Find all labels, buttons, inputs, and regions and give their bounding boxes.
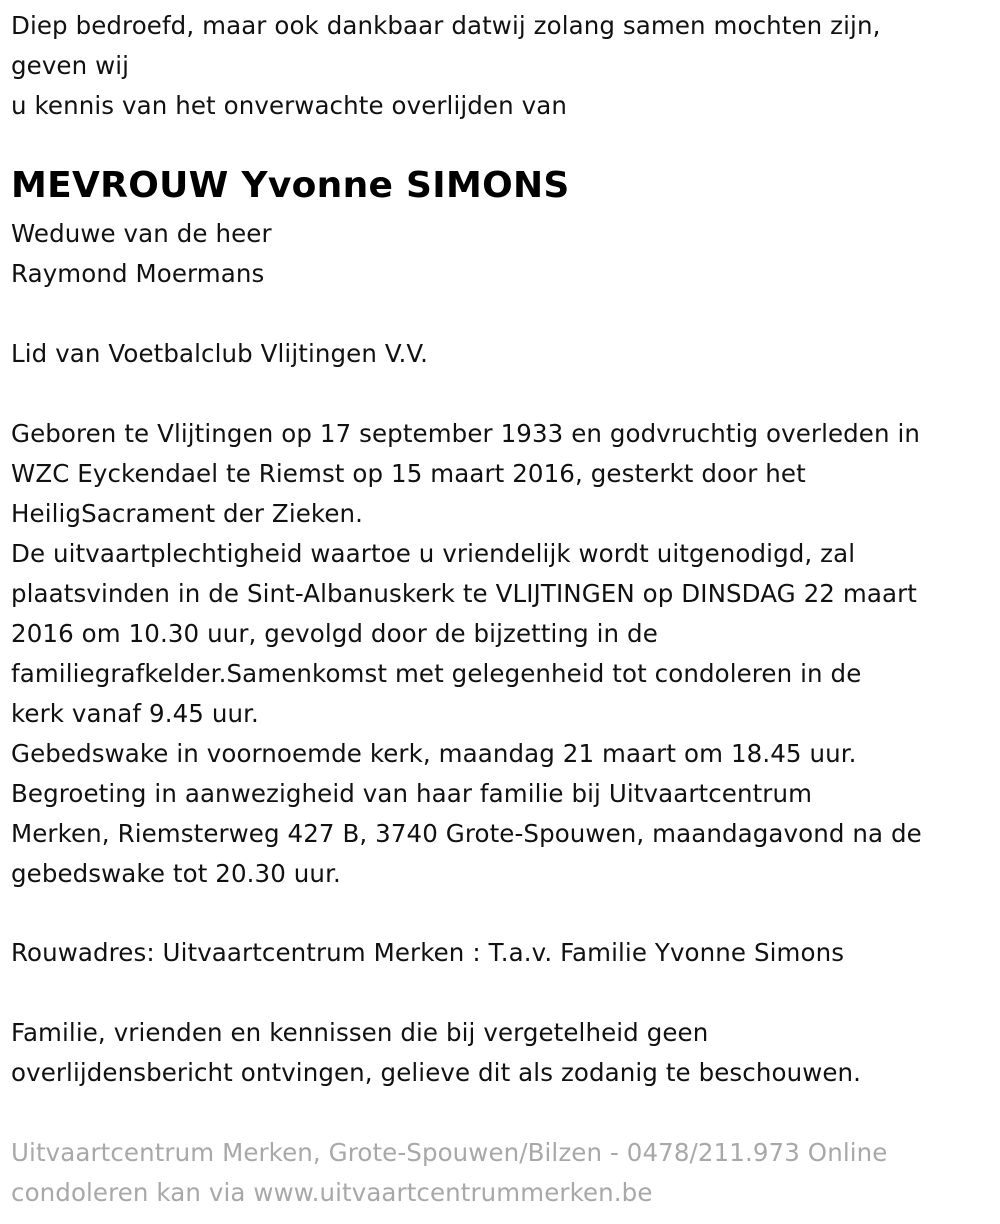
details-paragraph (11, 414, 996, 894)
details-line: kerk vanaf 9.45 uur. (11, 699, 259, 728)
details-line: WZC Eyckendael te Riemst op 15 maart 2016, gesterkt door het (11, 459, 806, 488)
notice-line: Familie, vrienden en kennissen die bij vergetelheid geen (11, 1018, 709, 1047)
relation-line: Weduwe van de heer (11, 219, 272, 248)
details-line: Gebedswake in voornoemde kerk, maandag 21 maart om 18.45 uur. (11, 739, 857, 768)
details-line: familiegrafkelder.Samenkomst met gelegenheid tot condoleren in de (11, 659, 862, 688)
relation-line: Raymond Moermans (11, 259, 265, 288)
intro-line: u kennis van het onverwachte overlijden van (11, 91, 567, 120)
relation-paragraph (11, 214, 272, 294)
intro-line: geven wij (11, 51, 130, 80)
details-line: plaatsvinden in de Sint-Albanuskerk te VLIJTINGEN op DINSDAG 22 maart (11, 579, 917, 608)
intro-line: Diep bedroefd, maar ook dankbaar datwij zolang samen mochten zijn, (11, 11, 881, 40)
details-line: De uitvaartplechtigheid waartoe u vriendelijk wordt uitgenodigd, zal (11, 539, 856, 568)
details-line: HeiligSacrament der Zieken. (11, 499, 364, 528)
details-line: Merken, Riemsterweg 427 B, 3740 Grote-Spouwen, maandagavond na de (11, 819, 922, 848)
membership-text (11, 334, 428, 374)
footer-credit (11, 1133, 996, 1213)
membership-line: Lid van Voetbalclub Vlijtingen V.V. (11, 339, 429, 368)
footer-line: condoleren kan via www.uitvaartcentrummerken.be (11, 1178, 653, 1207)
notice-line: overlijdensbericht ontvingen, gelieve dit als zodanig te beschouwen. (11, 1058, 862, 1087)
mourning-address-line: Rouwadres: Uitvaartcentrum Merken : T.a.v. Familie Yvonne Simons (11, 938, 845, 967)
notice-paragraph (11, 1013, 991, 1093)
details-line: Begroeting in aanwezigheid van haar familie bij Uitvaartcentrum (11, 779, 813, 808)
details-line: 2016 om 10.30 uur, gevolgd door de bijzetting in de (11, 619, 658, 648)
footer-line: Uitvaartcentrum Merken, Grote-Spouwen/Bilzen - 0478/211.973 Online (11, 1138, 888, 1167)
deceased-name: MEVROUW Yvonne SIMONS (11, 165, 570, 206)
details-line: Geboren te Vlijtingen op 17 september 1933 en godvruchtig overleden in (11, 419, 921, 448)
intro-paragraph (11, 6, 991, 126)
details-line: gebedswake tot 20.30 uur. (11, 859, 341, 888)
mourning-address (11, 933, 844, 973)
